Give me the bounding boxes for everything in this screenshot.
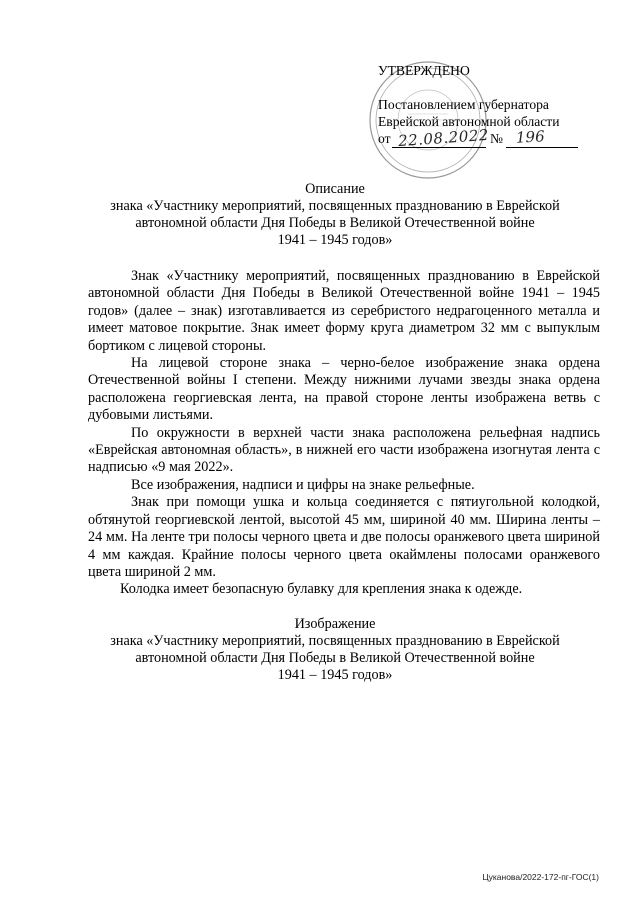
description-body xyxy=(88,268,600,599)
paragraph: На лицевой стороне знака – черно-белое изображение знака ордена Отечественной войны I степени. Между нижними лучами звезды знака ордена расположена георгиевская лента, на правой стороне ленты изображена ветвь с дубовыми листьями. xyxy=(88,355,600,424)
description-heading xyxy=(70,181,600,249)
paragraph: Колодка имеет безопасную булавку для крепления знака к одежде. xyxy=(120,581,523,598)
number-label: № xyxy=(490,131,503,146)
approved-label: УТВЕРЖДЕНО xyxy=(378,63,470,78)
date-number-line xyxy=(378,125,578,151)
heading-line-2: автономной области Дня Победы в Великой Отечественной войне xyxy=(135,215,535,231)
heading-line-3: 1941 – 1945 годов» xyxy=(277,667,393,683)
heading-line-2: автономной области Дня Победы в Великой Отечественной войне xyxy=(135,650,535,666)
paragraph: Знак при помощи ушка и кольца соединяется с пятиугольной колодкой, обтянутой георгиевской лентой, высотой 45 мм, шириной 40 мм. Ширина ленты – 24 мм. На ленте три полосы черного цвета и две полосы оранжевого цвета шириной 4 мм каждая. Крайние полосы черного цвета окаймлены полосами оранжевого цвета шириной 2 мм. xyxy=(88,494,600,580)
heading-line-1: знака «Участнику мероприятий, посвященных празднованию в Еврейской xyxy=(110,633,560,649)
heading-line-1: знака «Участнику мероприятий, посвященных празднованию в Еврейской xyxy=(110,198,560,214)
decree-line: Постановлением губернатора xyxy=(378,97,549,112)
region-line: Еврейской автономной области xyxy=(378,114,560,129)
heading-title: Описание xyxy=(305,181,365,197)
document-code: Цуканова/2022-172-пг-ГОС(1) xyxy=(482,872,599,882)
paragraph: Все изображения, надписи и цифры на знаке рельефные. xyxy=(131,476,475,493)
number-underline xyxy=(506,147,578,148)
image-heading xyxy=(70,616,600,684)
from-label: от xyxy=(378,131,391,146)
heading-line-3: 1941 – 1945 годов» xyxy=(277,232,393,248)
date-underline xyxy=(392,147,486,148)
handwritten-number: 196 xyxy=(515,127,546,147)
heading-title: Изображение xyxy=(294,616,376,632)
paragraph: По окружности в верхней части знака расположена рельефная надпись «Еврейская автономная область», в нижней его части изображена изогнутая лента с надписью «9 мая 2022». xyxy=(88,424,600,476)
paragraph: Знак «Участнику мероприятий, посвященных празднованию в Еврейской автономной области Дня Победы в Великой Отечественной войне 1941 – 1945 годов» (далее – знак) изготавливается из серебристого недрагоценного металла и имеет матовое покрытие. Знак имеет форму круга диаметром 32 мм с выпуклым бортиком с лицевой стороны. xyxy=(88,268,600,354)
handwritten-date: 22.08.2022 xyxy=(397,125,490,151)
